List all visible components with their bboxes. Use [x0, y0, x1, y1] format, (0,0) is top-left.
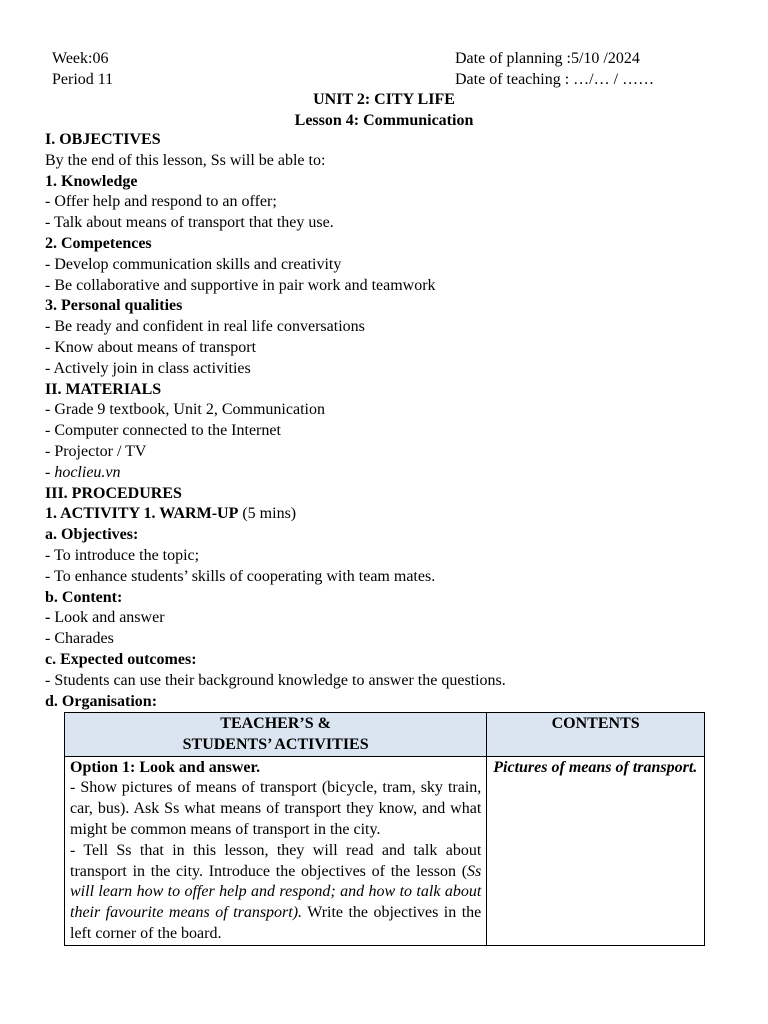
quality-item: - Actively join in class activities [45, 359, 251, 377]
knowledge-heading: 1. Knowledge [45, 172, 138, 190]
quality-item: - Be ready and confident in real life conversations [45, 318, 365, 336]
procedures-heading: III. PROCEDURES [45, 484, 182, 502]
unit-title: UNIT 2: CITY LIFE [313, 91, 455, 108]
activities-column-header [65, 713, 487, 757]
material-item: - Projector / TV [45, 442, 147, 460]
activities-header-line: STUDENTS’ ACTIVITIES [182, 735, 369, 753]
activities-cell [65, 756, 487, 945]
content-dash: - [45, 609, 51, 627]
materials-heading: II. MATERIALS [45, 380, 162, 398]
a-objective-item: - To enhance students’ skills of cooperating with team mates. [45, 567, 436, 585]
table-row [65, 756, 705, 945]
objectives-intro: By the end of this lesson, Ss will be able to: [45, 151, 326, 169]
planning-date: Date of planning :5/10 /2024 [455, 50, 640, 67]
activity-paragraph [70, 841, 481, 945]
contents-cell: Pictures of means of transport. [487, 756, 705, 945]
knowledge-item: - Talk about means of transport that they use. [45, 214, 334, 232]
a-objective-item: - To introduce the topic; [45, 546, 200, 564]
activity-heading [45, 504, 728, 525]
paragraph-text: - Tell Ss that in this lesson, they will read and talk about transport in the city. Introduce the objectives of the lesson ( [70, 841, 482, 880]
document-body [45, 130, 728, 712]
activity-time: (5 mins) [238, 505, 297, 523]
objectives-heading: I. OBJECTIVES [45, 131, 161, 148]
outcomes-heading: c. Expected outcomes: [45, 650, 197, 668]
competence-item: - Be collaborative and supportive in pair work and teamwork [45, 276, 436, 294]
period-label: Period 11 [52, 71, 114, 88]
a-objectives-heading: a. Objectives: [45, 526, 139, 544]
outcomes-text: - Students can use their background knowledge to answer the questions. [45, 671, 506, 689]
material-item [45, 463, 728, 484]
knowledge-item: - Offer help and respond to an offer; [45, 193, 277, 211]
document-header [52, 48, 708, 90]
content-text: Look and answer [50, 609, 165, 627]
organisation-heading: d. Organisation: [45, 692, 158, 710]
activities-header-line: TEACHER’S & [220, 715, 331, 732]
week-label: Week:06 [52, 50, 109, 67]
competence-item: - Develop communication skills and creativity [45, 255, 342, 273]
competences-heading: 2. Competences [45, 234, 152, 252]
teaching-date: Date of teaching : …/… / …… [455, 71, 655, 88]
paragraph-text: Write the objectives in the left corner of the board. [70, 904, 482, 942]
activity-paragraph: - Show pictures of means of transport (bicycle, tram, sky train, car, bus). Ask Ss what means of transport they know, and what might be common means of transport in the city. [70, 779, 482, 838]
content-item: - Charades [45, 630, 114, 648]
quality-item: - Know about means of transport [45, 338, 257, 356]
option-title: Option 1: Look and answer. [70, 758, 261, 776]
paragraph-italic: Ss will learn how to offer help and respond; and how to talk about their favourite means of transport). [70, 862, 482, 922]
material-item: - Grade 9 textbook, Unit 2, Communication [45, 401, 325, 419]
contents-column-header: CONTENTS [487, 713, 705, 757]
material-item: - Computer connected to the Internet [45, 422, 281, 440]
material-website: hoclieu.vn [54, 463, 121, 481]
title-block [0, 89, 768, 131]
content-heading: b. Content: [45, 588, 123, 606]
activity-title: 1. ACTIVITY 1. WARM-UP [45, 505, 239, 523]
lesson-title: Lesson 4: Communication [294, 112, 474, 129]
table-header-row [65, 713, 705, 757]
qualities-heading: 3. Personal qualities [45, 297, 183, 315]
content-item [45, 608, 728, 629]
organisation-table [64, 712, 705, 946]
material-dash: - [45, 463, 55, 481]
